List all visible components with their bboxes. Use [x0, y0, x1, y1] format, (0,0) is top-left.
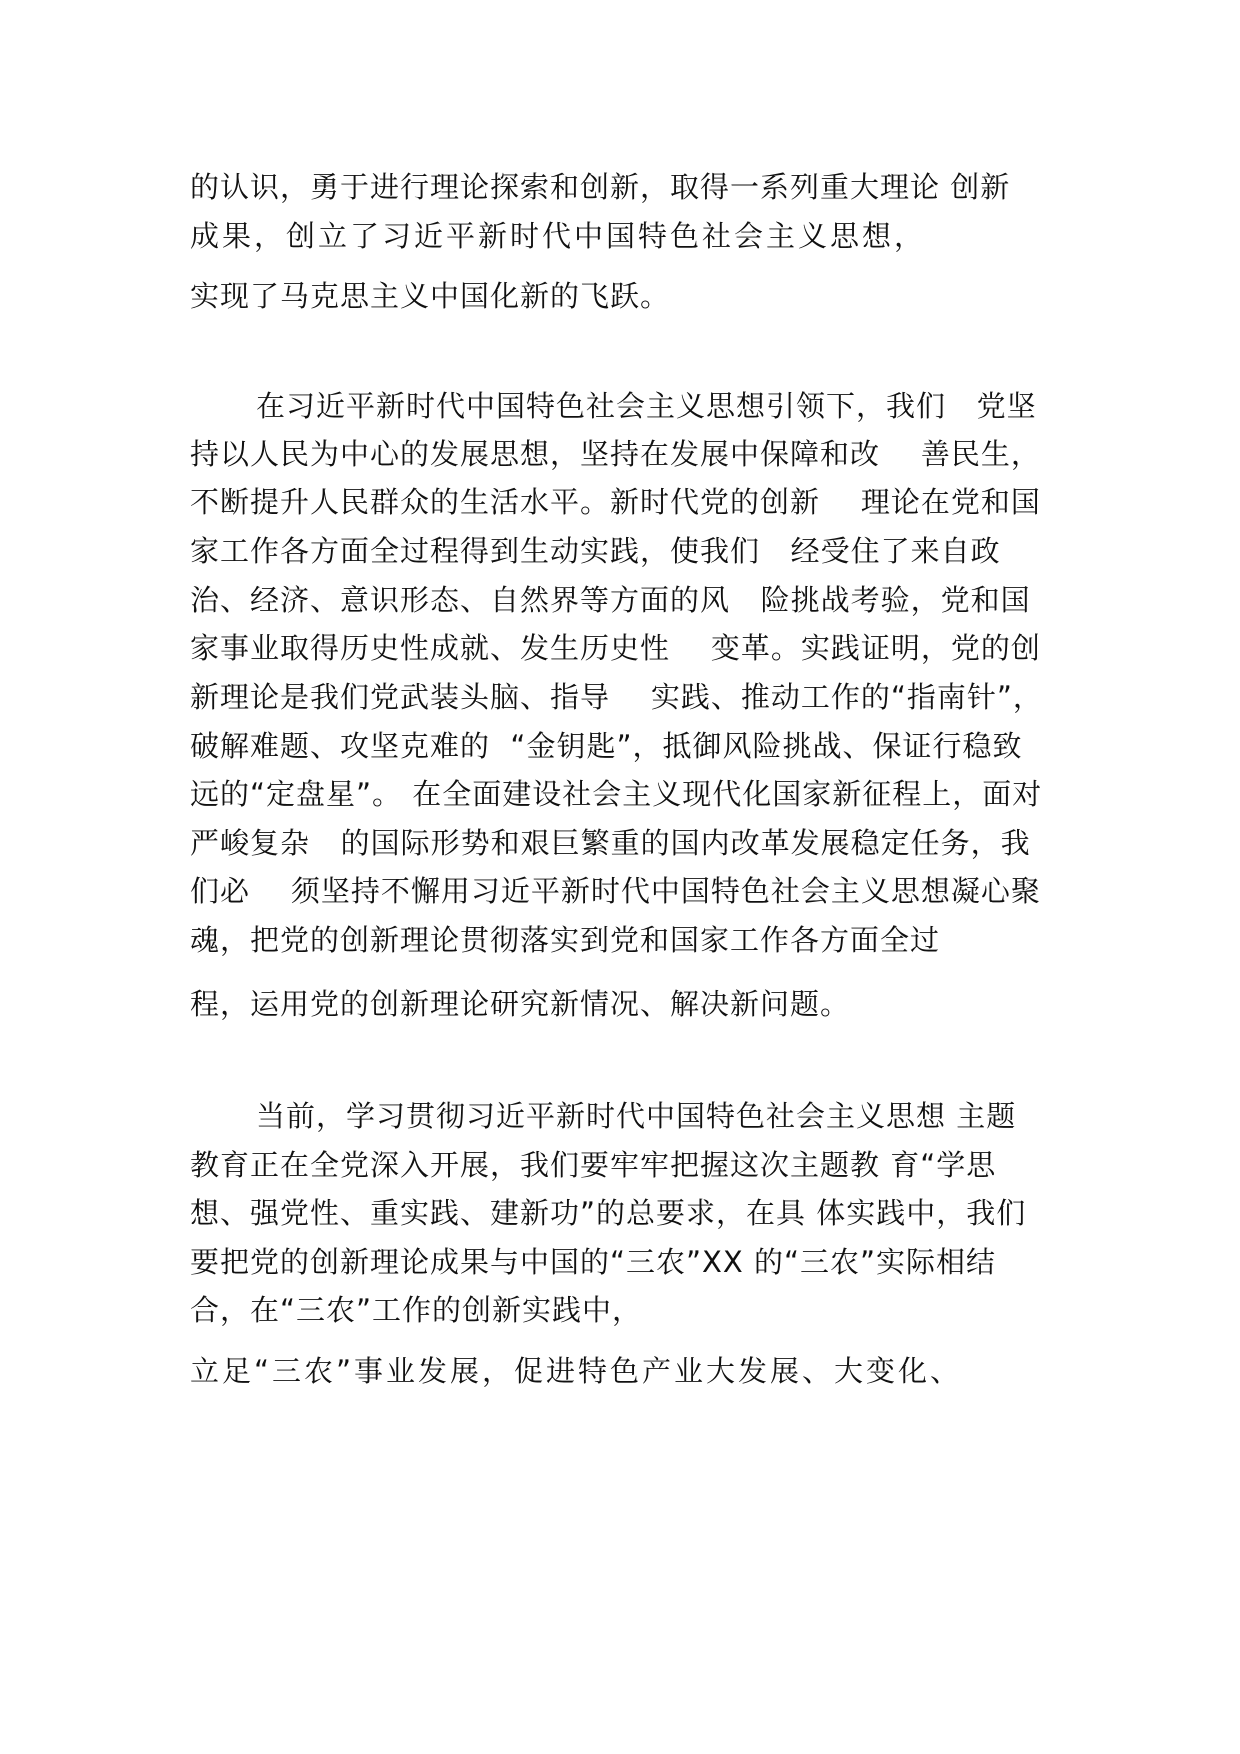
- text-line-16: 程，运用党的创新理论研究新情况、解决新问题。: [190, 987, 851, 1021]
- text-line-4: 在习近平新时代中国特色社会主义思想引领下，我们 党坚: [256, 389, 1037, 423]
- text-line-12: 远的“定盘星”。 在全面建设社会主义现代化国家新征程上，面对: [190, 777, 1043, 811]
- text-line-14: 们必 须坚持不懈用习近平新时代中国特色社会主义思想凝心聚: [190, 874, 1041, 908]
- text-line-6: 不断提升人民群众的生活水平。新时代党的创新 理论在党和国: [190, 485, 1041, 519]
- text-line-7: 家工作各方面全过程得到生动实践，使我们 经受住了来自政: [190, 534, 1001, 568]
- text-line-11: 破解难题、攻坚克难的 “金钥匙”，抵御风险挑战、保证行稳致: [190, 729, 1023, 763]
- text-line-21: 合，在“三农”工作的创新实践中，: [190, 1293, 643, 1327]
- text-line-19: 想、强党性、重实践、建新功”的总要求，在具 体实践中，我们: [190, 1196, 1027, 1230]
- text-line-1: 的认识，勇于进行理论探索和创新，取得一系列重大理论 创新: [190, 170, 1011, 204]
- text-line-17: 当前，学习贯彻习近平新时代中国特色社会主义思想 主题: [256, 1099, 1017, 1133]
- text-line-8: 治、经济、意识形态、自然界等方面的风 险挑战考验，党和国: [190, 583, 1031, 617]
- text-line-2: 成果，创立了习近平新时代中国特色社会主义思想，: [190, 219, 927, 253]
- text-line-15: 魂，把党的创新理论贯彻落实到党和国家工作各方面全过: [190, 923, 941, 957]
- text-line-20: 要把党的创新理论成果与中国的“三农”XX 的“三农”实际相结: [190, 1245, 997, 1279]
- text-line-5: 持以人民为中心的发展思想，坚持在发展中保障和改 善民生，: [190, 437, 1041, 471]
- text-line-3: 实现了马克思主义中国化新的飞跃。: [190, 279, 671, 313]
- text-line-18: 教育正在全党深入开展，我们要牢牢把握这次主题教 育“学思: [190, 1148, 997, 1182]
- text-line-22: 立足“三农”事业发展，促进特色产业大发展、大变化、: [190, 1354, 963, 1388]
- text-line-13: 严峻复杂 的国际形势和艰巨繁重的国内改革发展稳定任务，我: [190, 826, 1031, 860]
- text-line-9: 家事业取得历史性成就、发生历史性 变革。实践证明，党的创: [190, 631, 1041, 665]
- text-line-10: 新理论是我们党武装头脑、指导 实践、推动工作的“指南针”，: [190, 680, 1043, 714]
